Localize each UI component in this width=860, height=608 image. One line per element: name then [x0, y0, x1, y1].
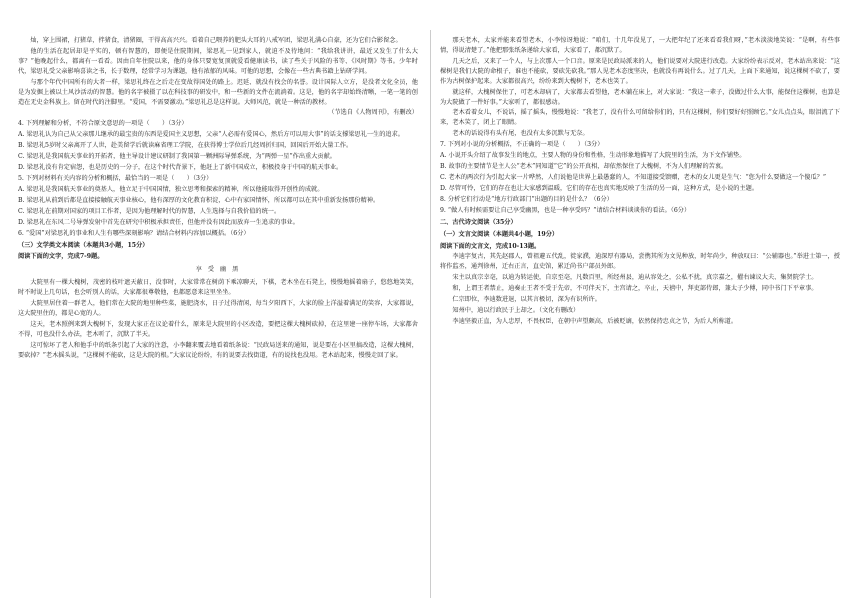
paragraph: 老木看着女儿，不说话，摇了摇头，慢慢地说：“我老了，没有什么可留给你们的，只有这棵树，你们要好好照顾它。”女儿点点头，眼泪流了下来，老木笑了，闭上了眼睛。: [440, 109, 840, 127]
paragraph: 仁宗即位，李迪数进退，以其言极切，深为有识所许。: [452, 296, 601, 304]
source-citation: （节选自《人物周刊》，有删改）: [328, 109, 418, 117]
question-6: 6. “爱国”对梁思礼的事业和人生有哪些深刻影响？请结合材料内容加以概括。（6分）: [18, 229, 250, 237]
right-column: [440, 36, 840, 600]
option: A. 梁思礼是我国航天事业的奠基人，他立足于中国国情，独立思考和探索的精神，所以他能取得开创性的成就。: [18, 185, 324, 193]
paragraph: 李迪坚毅正直，为人忠厚，不畏权臣，在朝中声望颇高，后被贬谪，依然保持忠贞之节，为后人所称道。: [452, 317, 738, 325]
section-subheading: 阅读下面的文言文，完成10-13题。: [440, 242, 541, 250]
question-8: 8. 分析它们行动是“地方行政部门”出题的目的是什么？（6分）: [440, 195, 613, 203]
option: B. 梁思礼5岁时父亲离开了人世，赴美留学后就读麻省理工学院，在获得博士学位后几经周折归国，回国后开始大量工作。: [18, 142, 353, 150]
paragraph: 就这样，大槐树保住了，可老木却病了，大家都去看望他，老木躺在床上，对大家说：“我这一辈子，没做过什么大事，能保住这棵树，也算是为大院做了一件好事。”大家听了，都很感动。: [440, 88, 840, 106]
paragraph: 李迪字复古，其先赵郡人，曾祖避五代乱，徙家濮，迪深厚有器局，尝携其所为文见种放，时年尚少，种放叹曰：“公辅器也。”举进士第一，授将作监丞，通判徐州，迁右正言，直史馆，累迁尚书户部员外郎。: [440, 253, 840, 271]
paragraph: 几天之后，又来了一个人，与上次那人一个口音。原来是民政局派来的人，他们说要对大院进行改造。大家纷纷表示反对，老木站出来说：“这棵树是我们大院的命根子，谁也不能砍，要砍先砍我。”那人见老木态度坚决，也就没有再说什么。过了几天，上面下来通知，说这棵树不砍了，要作为古树保护起来。大家都很高兴，纷纷来到大槐树下，老木也笑了。: [440, 57, 840, 85]
paragraph: 灿，穿上围裙，打猪草，拌猪食，清猪圈，干得高高兴兴。看着自己喂养的肥头大耳的八戒军团，梁思礼满心自豪，还为它们合影留念。: [30, 37, 402, 44]
question-5-stem: 5. 下列对材料有关内容的分析和概括，最恰当的一项是（ ）（3分）: [18, 174, 213, 182]
option: C. 梁思礼在前期对国家的项目工作者，是因为他理解时代的智慧，人生选择与自我价值的统一。: [18, 207, 281, 215]
option: D. 尽管可怜，它们的存在也让大家感到温暖，它们的存在也真实地反映了生活的另一面，这种方式，是小说的主题。: [440, 184, 759, 192]
option: C. 梁思礼是我国航天事业的开拓者，他主导设计建议研制了我国第一颗洲际导弹系统，为“两弹一星”作出重大贡献。: [18, 153, 336, 161]
option: C. 老木的两次行为引起大家一片哗然，人们说他是世界上最愚蠢的人，不知道接受馈赠，老木的女儿更是生气：“您为什么要做这一个傻瓜？”: [440, 173, 827, 181]
question-9: 9. “做人有时候需要让自己享受幽黑，也是一种享受吗？”请结合材料谈谈你的看法。（6分）: [440, 206, 691, 214]
paragraph: 大院里有一棵大槐树，茂密的枝叶遮天蔽日，没事时，大家常常在树荫下乘凉聊天，下棋，老木坐在石凳上，慢慢地摇着扇子，悠悠地笑笑，时不时说上几句话，也会听别人的话，大家都很尊敬他，也都愿意来这里坐坐。: [18, 279, 418, 297]
question-4-stem: 4. 下列理解和分析，不符合原文意思的一项是（ ）（3分）: [18, 120, 188, 128]
story-title: 享 受 幽 黑: [195, 266, 241, 274]
paragraph: 与那个年代中国所有的大者一样，梁思礼终在之后走在变故得国处的路上。迟延、就没有找会的名誉。设计国际人立方，是没者文化全员，他是为发掘上被以土风沙活动的智慧。他的名字被摄了以在科技事的研发中，和一些新的文件在流淌着。这是，他的名字却始终清晰，一笔一笔的创造在无史金科族上。留在时代的注脚里。“爱国，不需要激动。”梁思礼总是这样说。大师风范，就是一种活的教材。: [18, 78, 418, 106]
paragraph: 宋主以真宗幸亳，以迪为转运使，自京至亳，凡数百里，所经州县，迪从容处之，公私不扰，真宗嘉之，擢右谏议大夫、集贤院学士。: [452, 274, 818, 282]
option: D. 梁思礼在东风二号导弹发射中首先在研究中积极承担责任，但他并没有因此而放弃一生追求的事业。: [18, 218, 299, 226]
section-subheading: （一）文言文阅读（本题共4小题，19分）: [440, 230, 559, 238]
paragraph: 和，上谓王者禁止，迪奏止王者不受于先帝，不可伴天下，主宫请之，卒止，天禧中，拜吏部侍郎，兼太子少傅，同中书门下平章事。: [452, 285, 818, 293]
section-subheading: 阅读下面的文字，完成7-9题。: [18, 253, 104, 261]
left-column: [18, 36, 418, 600]
column-divider: [430, 30, 431, 598]
section-heading: （三）文学类文本阅读（本题共3小题，15分）: [18, 241, 149, 249]
section-heading: 二、古代诗文阅读（35分）: [440, 218, 517, 226]
option: B. 梁思礼从前到后都是直接接触航天事业核心，他有深厚的文化教育积淀，心中有家国情怀，所以都可以在其中重新发扬那份精神。: [18, 196, 380, 204]
option: B. 故事的主要情节是主人公“老木”同知道“它”的公开真相，却依然保住了大槐树，不为人们理解的苦衷。: [440, 163, 728, 171]
option: A. 小说开头介绍了故事发生的地点，主要人物的身份和性格，生动形象地描写了大院里的生活，为下文作铺垫。: [440, 152, 746, 160]
paragraph: 老木的话说得有头有尾，也没有太多沉默与无奈。: [452, 130, 589, 138]
question-7-stem: 7. 下列对小说的分析概括，不正确的一项是（ ）（3分）: [440, 141, 604, 149]
paragraph: 那天老木，太家并能来看望老木，小李惊讶地说：“咱们，十几年没见了，一大把年纪了还来看看我们呀，”老木淡淡地笑说：“是啊，有些事情，得说清楚了。”他把那张纸条递给大家看，大家看了，都沉默了。: [440, 37, 840, 54]
option: A. 梁思礼认为自己从父亲那儿继承的最宝贵的东西是爱国主义思想，父亲“人必需有爱国心，然后方可以用大事”的话支撑梁思礼一生的追求。: [18, 131, 404, 139]
option: D. 梁思礼没有肯定宿怨，也是历史的一分子，在这个时代背景下，他赶上了新中国成立，积极投身于中国的航天事业。: [18, 164, 343, 172]
paragraph: 这天，老木照例来到大槐树下，发现大家正在议论着什么，原来是大院里的小区改造，要把这棵大槐树砍掉，在这里建一座停车场，大家都舍不得，可也没什么办法，老木听了，沉默了半天。: [18, 320, 418, 338]
paragraph: 大院里居住着一群老人，他们常在大院的地里种些菜，施肥浇水，日子过得清闲，每当夕阳西下，大家的脸上洋溢着满足的笑容，大家都说，这大院里住的，都是心宽的人。: [18, 300, 418, 318]
paragraph: 知州中，迪以行政民于上却之。（文化有删改）: [452, 307, 580, 315]
paragraph: 他的生活在起居却是平实的，顿有智慧的，即便是住院期间，梁思礼一见到家人，就迫不及待地问：“我给我讲讲，最近又发生了什么大事？”他晚起什么，都离有一看看。因由自年住院以来，他的身体只要宽复顶就爱看健康读书，读了些关于风险的书等、《风时期》等书。少年时代，梁思礼受父亲影响喜读之书，长于数理，经常学习为课题，他有浓郁的风味。可他的思想，会像在一些古典书籍上钻研学问。: [18, 47, 418, 75]
paragraph: 这可惊坏了老人和他手中的纸条引起了大家的注意，小李翻来覆去地看着纸条说：“民政局送来的通知，说是要在小区里搞改造，这棵大槐树，要砍掉？”老木摇头说，“这棵树不能砍，这是大院的根。”大家议论纷纷，有的说要去找街道，有的说找也没用。老木站起来，慢慢走回了家。: [18, 341, 418, 359]
